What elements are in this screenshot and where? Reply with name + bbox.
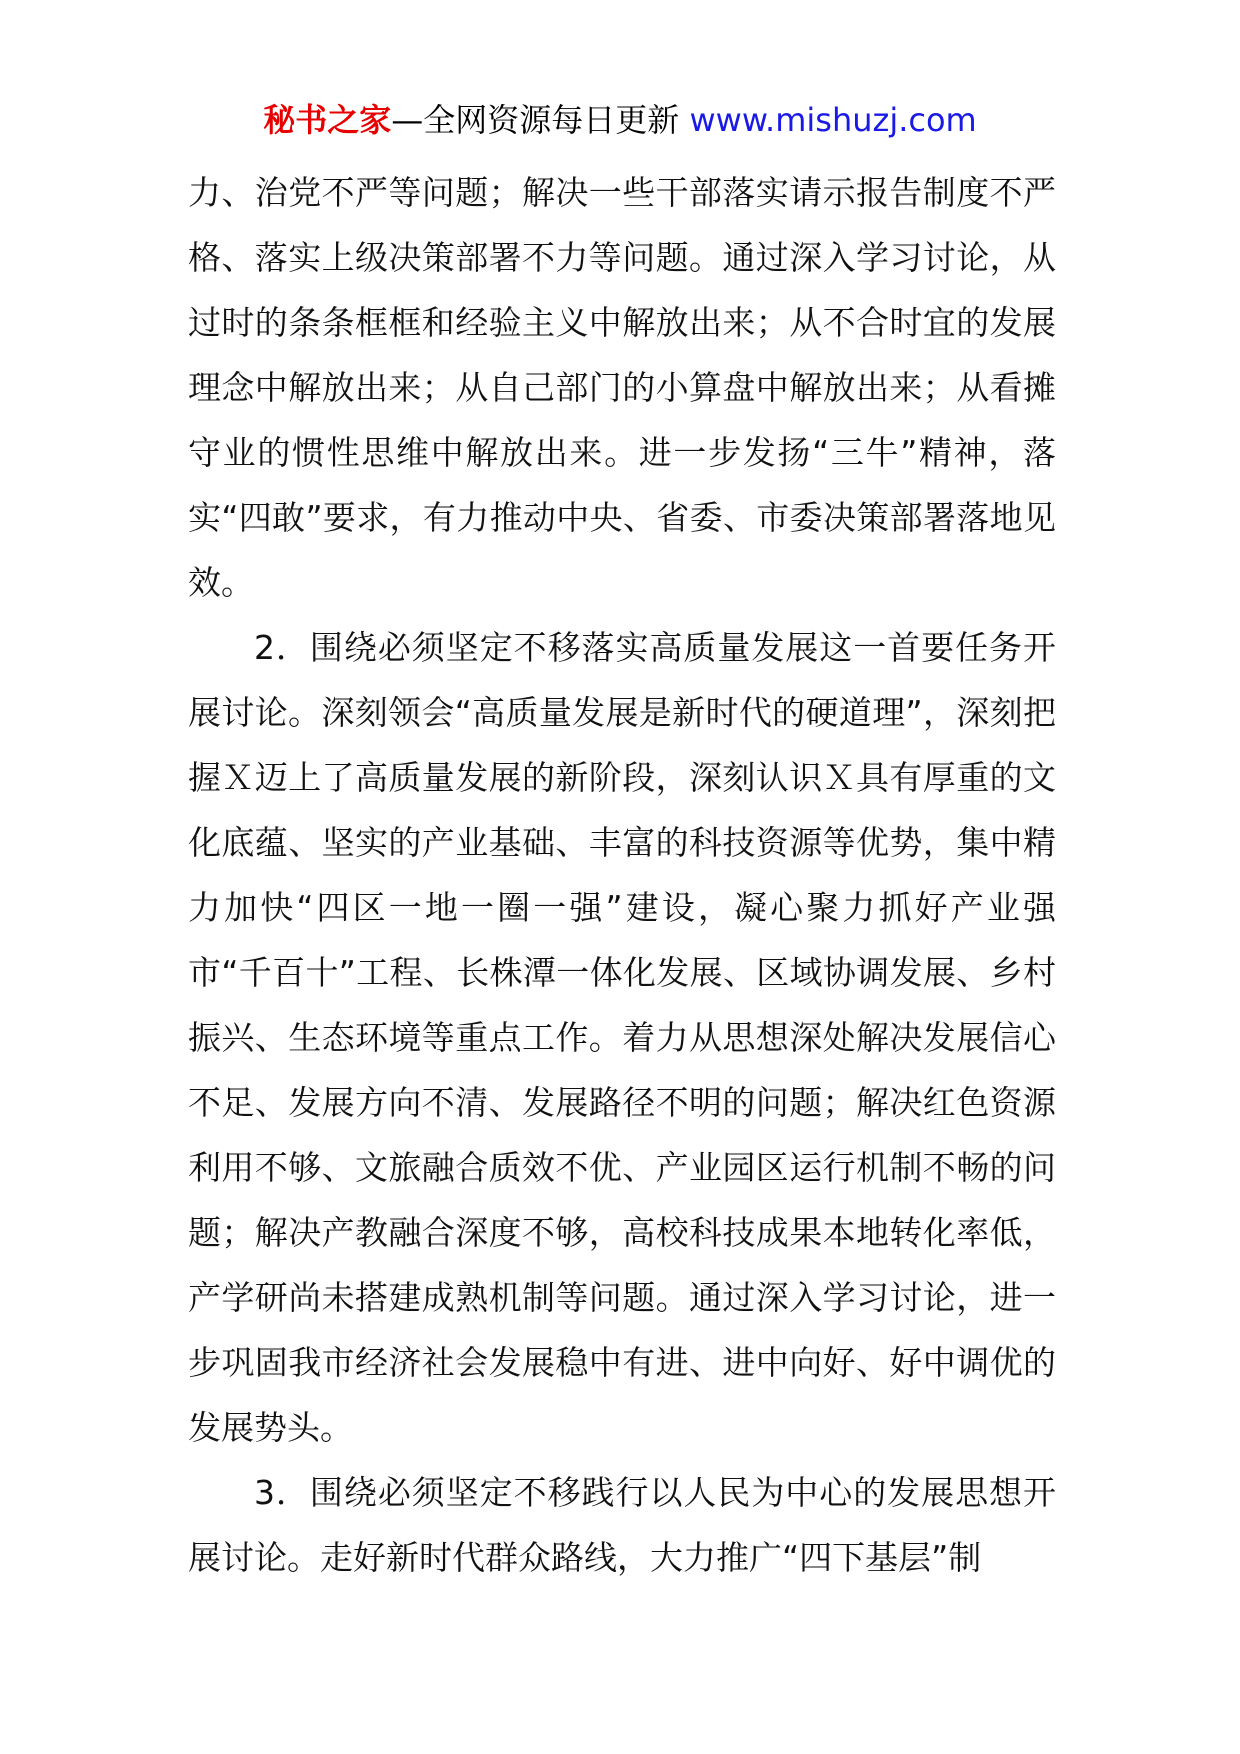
- paragraph-item-3: 3．围绕必须坚定不移践行以人民为中心的发展思想开展讨论。走好新时代群众路线，大力推广“四下基层”制: [188, 1473, 1056, 1577]
- site-brand: 秘书之家: [263, 101, 392, 139]
- site-header: [0, 100, 1240, 140]
- paragraph-item-2: 2．围绕必须坚定不移落实高质量发展这一首要任务开展讨论。深刻领会“高质量发展是新时代的硬道理”，深刻把握Ｘ迈上了高质量发展的新阶段，深刻认识Ｘ具有厚重的文化底蕴、坚实的产业基础、丰富的科技资源等优势，集中精力加快“四区一地一圈一强”建设，凝心聚力抓好产业强市“千百十”工程、长株潭一体化发展、区域协调发展、乡村振兴、生态环境等重点工作。着力从思想深处解决发展信心不足、发展方向不清、发展路径不明的问题；解决红色资源利用不够、文旅融合质效不优、产业园区运行机制不畅的问题；解决产教融合深度不够，高校科技成果本地转化率低，产学研尚未搭建成熟机制等问题。通过深入学习讨论，进一步巩固我市经济社会发展稳中有进、进中向好、好中调优的发展势头。: [188, 628, 1056, 1447]
- site-url-link[interactable]: www.mishuzj.com: [689, 101, 977, 139]
- paragraph-continued: 力、治党不严等问题；解决一些干部落实请示报告制度不严格、落实上级决策部署不力等问题。通过深入学习讨论，从过时的条条框框和经验主义中解放出来；从不合时宜的发展理念中解放出来；从自己部门的小算盘中解放出来；从看摊守业的惯性思维中解放出来。进一步发扬“三牛”精神，落实“四敢”要求，有力推动中央、省委、市委决策部署落地见效。: [188, 173, 1056, 602]
- site-tagline: —全网资源每日更新: [391, 101, 690, 139]
- document-body: [188, 160, 1056, 1590]
